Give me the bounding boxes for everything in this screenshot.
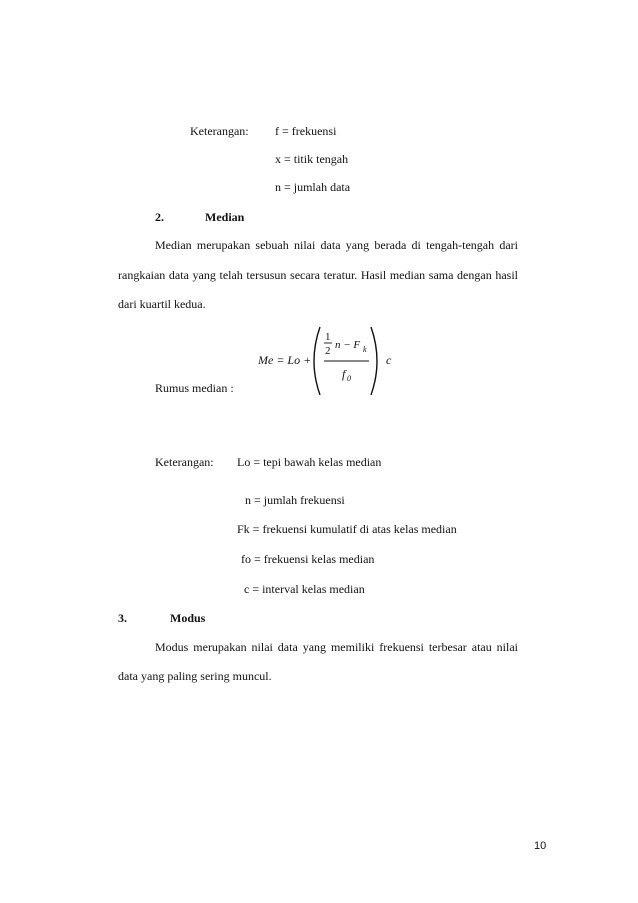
formula-half-num: 1 xyxy=(325,331,331,343)
keterangan2-label: Keterangan: xyxy=(155,455,214,469)
keterangan-item-x: x = titik tengah xyxy=(275,152,349,166)
formula-left-paren xyxy=(314,327,320,395)
keterangan2-item-lo: Lo = tepi bawah kelas median xyxy=(237,455,382,469)
rumus-median-label: Rumus median : xyxy=(155,381,234,395)
median-paragraph-line2: rangkaian data yang telah tersusun secara teratur. Hasil median sama dengan hasil xyxy=(118,268,518,282)
modus-paragraph-line2: data yang paling sering muncul. xyxy=(118,669,272,683)
keterangan-label: Keterangan: xyxy=(190,124,249,138)
keterangan2-item-fk: Fk = frekuensi kumulatif di atas kelas median xyxy=(237,522,457,536)
formula-half-den: 2 xyxy=(325,345,331,357)
keterangan2-item-n: n = jumlah frekuensi xyxy=(245,493,345,507)
median-heading: Median xyxy=(205,210,245,224)
modus-heading: Modus xyxy=(170,611,206,625)
keterangan2-item-fo: fo = frekuensi kelas median xyxy=(241,552,375,566)
keterangan-item-n: n = jumlah data xyxy=(275,180,351,194)
modus-number: 3. xyxy=(118,611,127,625)
formula-f0: f xyxy=(342,367,346,381)
keterangan-item-f: f = frekuensi xyxy=(275,124,337,138)
modus-paragraph-line1: Modus merupakan nilai data yang memiliki frekuensi terbesar atau nilai xyxy=(155,640,518,654)
keterangan2-item-c: c = interval kelas median xyxy=(244,582,365,596)
median-paragraph-line3: dari kuartil kedua. xyxy=(118,297,206,311)
median-paragraph-line1: Median merupakan sebuah nilai data yang berada di tengah-tengah dari xyxy=(155,238,518,252)
page-number: 10 xyxy=(534,840,547,852)
formula-fk-sub: k xyxy=(363,345,367,354)
formula-n-minus-f: n − F xyxy=(335,339,361,351)
formula-lhs: Me = Lo + xyxy=(258,353,312,367)
median-formula xyxy=(258,325,398,397)
formula-right-paren xyxy=(371,327,377,395)
median-number: 2. xyxy=(155,210,164,224)
formula-c: c xyxy=(386,353,392,367)
formula-f0-sub: 0 xyxy=(347,374,351,383)
